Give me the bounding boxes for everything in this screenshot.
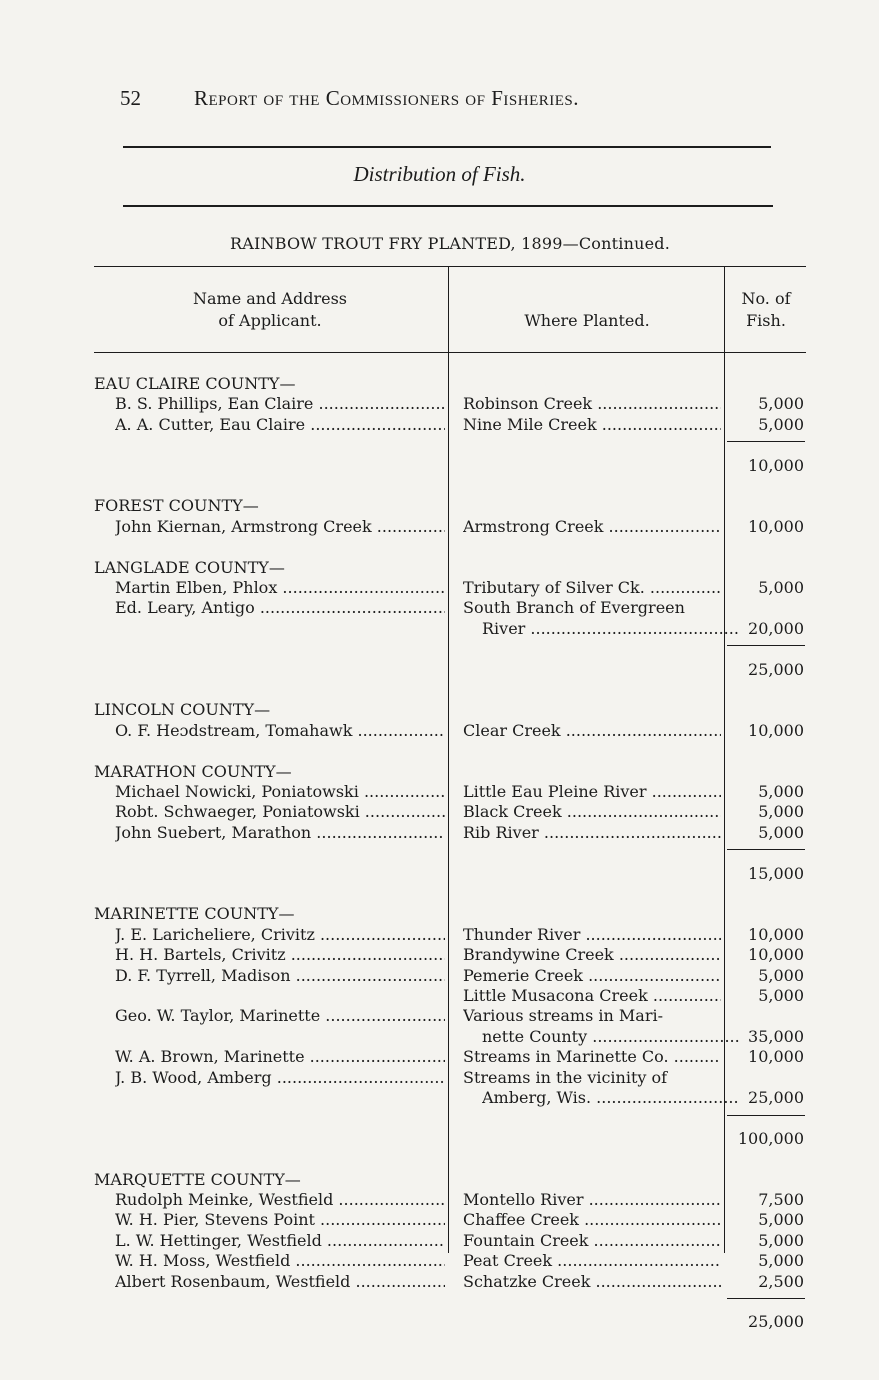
- fish-count: 10,000: [748, 720, 804, 740]
- applicant-name: B. S. Phillips, Ean Claire .....: [115, 394, 445, 414]
- planting-location: Fountain Creek .....: [463, 1231, 721, 1251]
- subtotal-rule: [727, 849, 805, 850]
- county-total: 100,000: [737, 1128, 804, 1148]
- fish-count: 5,000: [758, 1251, 804, 1271]
- subtotal-rule: [727, 1298, 805, 1299]
- planting-location: Pemerie Creek .....: [463, 966, 721, 986]
- fish-count: 5,000: [758, 414, 804, 434]
- applicant-name: J. B. Wood, Amberg .....: [115, 1068, 445, 1088]
- fish-count: 5,000: [758, 782, 804, 801]
- fish-count: 20,000: [748, 618, 804, 638]
- planting-location: Amberg, Wis. .....: [482, 1088, 740, 1108]
- fish-count: 10,000: [748, 516, 804, 536]
- fish-count: 7,500: [758, 1190, 804, 1209]
- column-divider-1: [448, 266, 449, 1253]
- column-header-number-line2: Fish.: [746, 311, 786, 330]
- subtotal-rule: [727, 645, 805, 646]
- planting-location: Streams in the vicinity of: [463, 1067, 668, 1087]
- planting-location: Various streams in Mari-: [463, 1006, 663, 1026]
- fish-count: 2,500: [758, 1271, 804, 1291]
- planting-location: Little Eau Pleine River .....: [463, 782, 721, 802]
- column-header-name-line2: of Applicant.: [218, 311, 322, 330]
- planting-location: Armstrong Creek .....: [463, 517, 721, 537]
- applicant-name: Rudolph Meinke, Westfield .....: [115, 1190, 445, 1210]
- county-heading: EAU CLAIRE COUNTY—: [94, 374, 296, 393]
- county-total: 10,000: [748, 455, 804, 475]
- fish-count: 5,000: [758, 802, 804, 822]
- planting-location: South Branch of Evergreen: [463, 598, 685, 618]
- applicant-name: D. F. Tyrrell, Madison .....: [115, 966, 445, 986]
- applicant-name: H. H. Bartels, Crivitz .....: [115, 945, 445, 965]
- fish-count: 10,000: [748, 945, 804, 965]
- applicant-name: J. E. Laricheliere, Crivitz .....: [115, 925, 445, 945]
- applicant-name: Ed. Leary, Antigo .....: [115, 598, 445, 618]
- fish-count: 25,000: [748, 1088, 804, 1107]
- section-title: Distribution of Fish.: [353, 162, 526, 186]
- planting-location: Brandywine Creek .....: [463, 945, 721, 965]
- header-rule-bottom: [123, 205, 773, 207]
- applicant-name: W. H. Moss, Westfield .....: [115, 1251, 445, 1271]
- planting-location: Streams in Marinette Co. .....: [463, 1047, 721, 1067]
- planting-location: Rib River .....: [463, 823, 721, 843]
- planting-location: Thunder River .....: [463, 925, 721, 945]
- applicant-name: W. H. Pier, Stevens Point .....: [115, 1210, 445, 1230]
- subtotal-rule: [727, 1115, 805, 1116]
- fish-count: 10,000: [748, 1047, 804, 1067]
- applicant-name: W. A. Brown, Marinette .....: [115, 1047, 445, 1067]
- subtotal-rule: [727, 441, 805, 442]
- county-total: 25,000: [748, 659, 804, 679]
- county-total: 25,000: [748, 1312, 804, 1332]
- table-top-rule: [94, 266, 806, 267]
- county-heading: FOREST COUNTY—: [94, 496, 259, 516]
- planting-location: Montello River .....: [463, 1190, 721, 1210]
- applicant-name: John Suebert, Marathon .....: [115, 823, 445, 843]
- fish-count: 5,000: [758, 1210, 804, 1230]
- applicant-name: Albert Rosenbaum, Westfield .....: [115, 1272, 445, 1292]
- planting-location: River .....: [482, 619, 740, 639]
- column-header-name-line1: Name and Address: [192, 289, 347, 308]
- planting-location: Robinson Creek .....: [463, 394, 721, 414]
- planting-location: Clear Creek .....: [463, 721, 721, 741]
- planting-location: Nine Mile Creek .....: [463, 415, 721, 435]
- applicant-name: John Kiernan, Armstrong Creek .....: [115, 517, 445, 537]
- county-total: 15,000: [748, 863, 804, 883]
- column-header-number-line1: No. of: [741, 289, 791, 308]
- fish-count: 5,000: [758, 1230, 804, 1250]
- county-heading: LINCOLN COUNTY—: [94, 700, 271, 720]
- county-heading: LANGLADE COUNTY—: [94, 557, 285, 577]
- fish-count: 5,000: [758, 578, 804, 597]
- applicant-name: L. W. Hettinger, Westfield .....: [115, 1231, 445, 1251]
- county-heading: MARINETTE COUNTY—: [94, 904, 295, 924]
- applicant-name: Michael Nowicki, Poniatowski .....: [115, 782, 445, 802]
- header-rule-top: [123, 146, 771, 148]
- applicant-name: Martin Elben, Phlox .....: [115, 578, 445, 598]
- applicant-name: O. F. Heɔdstream, Tomahawk .....: [115, 721, 445, 741]
- running-header: [120, 86, 760, 118]
- fish-count: 5,000: [758, 986, 804, 1005]
- county-heading: MARATHON COUNTY—: [94, 761, 292, 781]
- planting-location: Chaffee Creek .....: [463, 1210, 721, 1230]
- page-number: 52: [120, 86, 141, 110]
- fish-count: 10,000: [748, 924, 804, 944]
- fish-count: 35,000: [748, 1026, 804, 1046]
- table-title: RAINBOW TROUT FRY PLANTED, 1899—Continued.: [230, 234, 670, 253]
- table-header-rule: [94, 352, 806, 353]
- column-header-where: Where Planted.: [524, 311, 650, 330]
- fish-count: 5,000: [758, 394, 804, 414]
- applicant-name: A. A. Cutter, Eau Claire .....: [115, 415, 445, 435]
- applicant-name: Robt. Schwaeger, Poniatowski .....: [115, 802, 445, 822]
- planting-location: nette County .....: [482, 1027, 740, 1047]
- planting-location: Tributary of Silver Ck. .....: [463, 578, 721, 598]
- planting-location: Little Musacona Creek .....: [463, 986, 721, 1006]
- report-title: Report of the Commissioners of Fisheries.: [194, 86, 579, 110]
- column-header-number: [728, 288, 804, 332]
- planting-location: Black Creek .....: [463, 802, 721, 822]
- county-heading: MARQUETTE COUNTY—: [94, 1169, 301, 1189]
- planting-location: Schatzke Creek .....: [463, 1272, 721, 1292]
- fish-count: 5,000: [758, 822, 804, 842]
- planting-location: Peat Creek .....: [463, 1251, 721, 1271]
- applicant-name: Geo. W. Taylor, Marinette .....: [115, 1006, 445, 1026]
- fish-count: 5,000: [758, 965, 804, 985]
- column-header-name: [150, 288, 390, 332]
